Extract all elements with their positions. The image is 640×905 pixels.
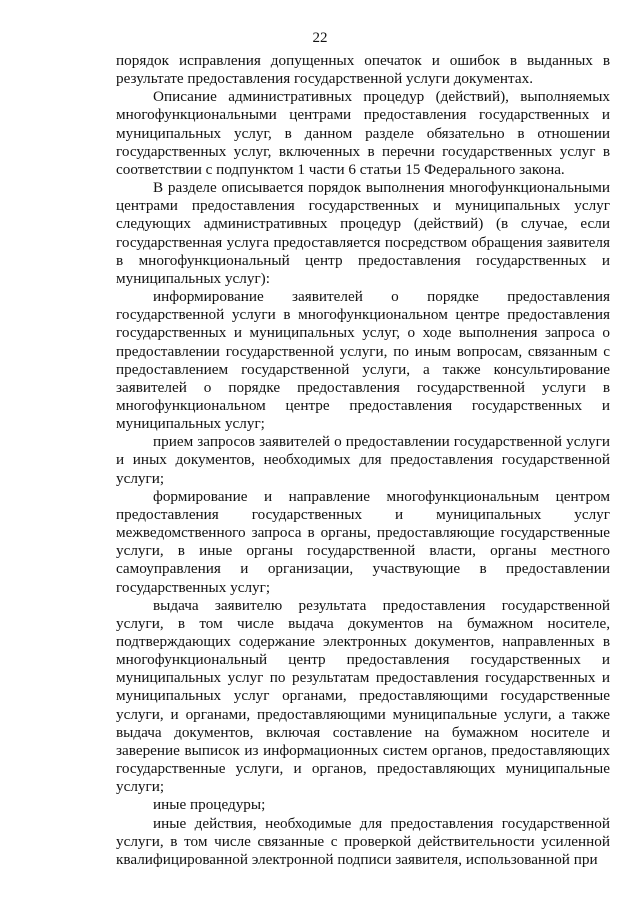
paragraph-section-scope: В разделе описывается порядок выполнения многофункциональными центрами предоставления государственных и муниципальных услуг следующих административных процедур (действий) (в случае, если государственная услуга предоставляется посредством обращения заявителя в многофункциональный центр предоставления государственных и муниципальных услуг): (116, 179, 610, 287)
page-number: 22 (312, 30, 328, 46)
document-body (116, 52, 610, 869)
paragraph-mfc-procedures-description: Описание административных процедур (действий), выполняемых многофункциональными центрами предоставления государственных и муниципальных услуг, в данном разделе обязательно в отношении государственных услуг, включенных в перечни государственных услуг в соответствии с подпунктом 1 части 6 статьи 15 Федерального закона. (116, 88, 610, 178)
list-item-issuing-result: выдача заявителю результата предоставления государственной услуги, в том числе выдача документов на бумажном носителе, подтверждающих содержание электронных документов, направленных в многофункциональный центр предоставления государственных и муниципальных услуг по результатам предоставления государственных и муниципальных услуг органами, предоставляющими государственные услуги, и органами, предоставляющими муниципальные услуги, а также выдача документов, включая составление на бумажном носителе и заверение выписок из информационных систем органов, предоставляющих государственные услуги, и органов, предоставляющих муниципальные услуги; (116, 596, 610, 796)
paragraph-correction-procedure: порядок исправления допущенных опечаток и ошибок в выданных в результате предоставления государственной услуги документах. (116, 52, 610, 88)
list-item-informing: информирование заявителей о порядке предоставления государственной услуги в многофункциональном центре предоставления государственных и муниципальных услуг, о ходе выполнения запроса о предоставлении государственной услуги, по иным вопросам, связанным с предоставлением государственной услуги, а также консультирование заявителей о порядке предоставления государственной услуги в многофункциональном центре предоставления государственных и муниципальных услуг; (116, 288, 610, 433)
list-item-receiving-requests: прием запросов заявителей о предоставлении государственной услуги и иных документов, необходимых для предоставления государственной услуги; (116, 433, 610, 487)
list-item-other-actions: иные действия, необходимые для предоставления государственной услуги, в том числе связанные с проверкой действительности усиленной квалифицированной электронной подписи заявителя, использованной при (116, 814, 610, 868)
list-item-interagency-request: формирование и направление многофункциональным центром предоставления государственных и муниципальных услуг межведомственного запроса в органы, предоставляющие государственные услуги, в иные органы государственной власти, органы местного самоуправления и организации, участвующие в предоставлении государственных услуг; (116, 487, 610, 596)
list-item-other-procedures: иные процедуры; (153, 796, 266, 814)
